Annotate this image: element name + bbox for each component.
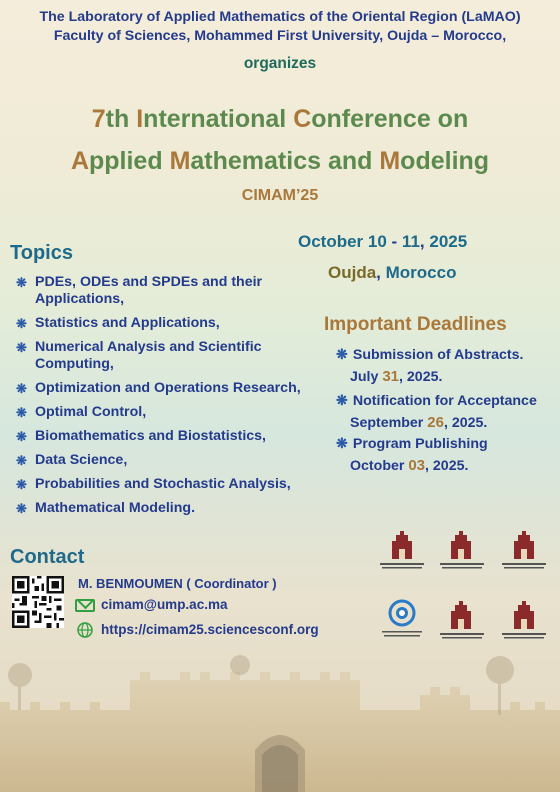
deadline-month: July [350,369,383,385]
lab-name: The Laboratory of Applied Mathematics of the Oriental Region (LaMAO) [39,9,521,25]
topics-heading: Topics [10,242,73,264]
topic-label: Optimal Control, [35,404,147,420]
topic-item [16,452,331,469]
kasbah-illustration [0,650,560,792]
place-comma: , [376,263,381,282]
topic-label: Statistics and Applications, [35,315,220,331]
partner-logos [370,525,555,655]
topic-label: Probabilities and Stochastic Analysis, [35,476,291,492]
topic-label: Data Science, [35,452,128,468]
star-bullet-icon: ❋ [16,477,27,492]
topic-item [16,476,331,493]
deadlines-heading: Important Deadlines [324,314,507,335]
date-start: October 10 [298,232,387,251]
header [0,8,560,46]
topic-label: Optimization and Operations Research, [35,380,301,396]
deadline-label: Notification for Acceptance [352,393,537,409]
date-comma: , [419,232,425,251]
email-link[interactable]: cimam@ump.ac.ma [101,597,228,612]
deadline-label: Submission of Abstracts. [352,347,524,363]
title-segment: onference on [311,105,469,133]
star-bullet-icon: ❋ [336,347,348,363]
title-segment: odeling [400,147,490,175]
star-bullet-icon: ❋ [336,393,348,409]
topic-item [16,404,331,421]
title-segment: A [70,147,89,175]
deadline-date [350,457,468,475]
topic-item [16,315,331,332]
event-place [328,263,456,283]
deadline-date [350,414,487,432]
star-bullet-icon: ❋ [16,340,27,355]
title-segment: nternational [143,105,294,133]
deadline-day: 31 [382,368,400,385]
contact-heading: Contact [10,546,85,568]
deadline-year: , 2025. [399,369,443,385]
conference-acronym: CIMAM’25 [241,187,319,204]
deadline-month: October [350,458,409,474]
event-date [298,232,467,252]
event-country: Morocco [380,263,457,282]
topic-item [16,428,331,445]
title-segment: M [379,147,401,175]
deadline-label-row [336,435,488,453]
title-segment: 7 [91,105,106,133]
deadline-label-row [336,392,537,410]
email-row[interactable] [75,597,227,612]
star-bullet-icon: ❋ [16,275,27,290]
star-bullet-icon: ❋ [16,381,27,396]
topic-item [16,500,331,517]
topic-item [16,274,331,308]
deadline-day: 26 [427,414,444,431]
star-bullet-icon: ❋ [16,453,27,468]
website-row[interactable] [75,622,319,638]
topic-label: Biomathematics and Biostatistics, [35,428,267,444]
title-segment: pplied [89,147,170,175]
event-city: Oujda [328,263,377,282]
conference-title-line2 [0,147,560,176]
star-bullet-icon: ❋ [16,501,27,516]
star-bullet-icon: ❋ [16,405,27,420]
deadline-label-row [336,346,523,364]
date-separator: - [386,232,402,251]
coordinator: M. BENMOUMEN ( Coordinator ) [78,576,277,591]
deadline-month: September [350,415,428,431]
globe-icon [77,622,93,638]
date-day2: 11 [401,232,420,251]
star-bullet-icon: ❋ [336,436,348,452]
deadline-year: , 2025. [425,458,469,474]
star-bullet-icon: ❋ [16,316,27,331]
title-segment: th [105,105,137,133]
organizes-text: organizes [243,55,317,72]
topics-list [16,274,331,524]
title-segment: I [136,105,144,133]
conference-title-line1 [0,105,560,134]
qr-code[interactable] [12,576,64,628]
topic-label: Numerical Analysis and Scientific Computing, [35,339,262,372]
mail-icon [75,599,95,612]
deadline-label: Program Publishing [352,436,488,452]
deadline-date [350,368,442,386]
title-segment: M [169,147,191,175]
topic-label: Mathematical Modeling. [35,500,196,516]
topic-item [16,380,331,397]
title-segment: C [293,105,312,133]
star-bullet-icon: ❋ [16,429,27,444]
deadline-day: 03 [408,457,426,474]
date-year: 2025 [424,232,468,251]
topic-label: PDEs, ODEs and SPDEs and their Applications, [35,274,263,307]
research-center-logo [390,601,414,625]
faculty-name: Faculty of Sciences, Mohammed First University, Oujda – Morocco, [53,28,507,44]
website-link[interactable]: https://cimam25.sciencesconf.org [101,622,319,637]
deadline-year: , 2025. [443,415,488,431]
topic-item [16,339,331,373]
title-segment: athematics and [190,147,380,175]
